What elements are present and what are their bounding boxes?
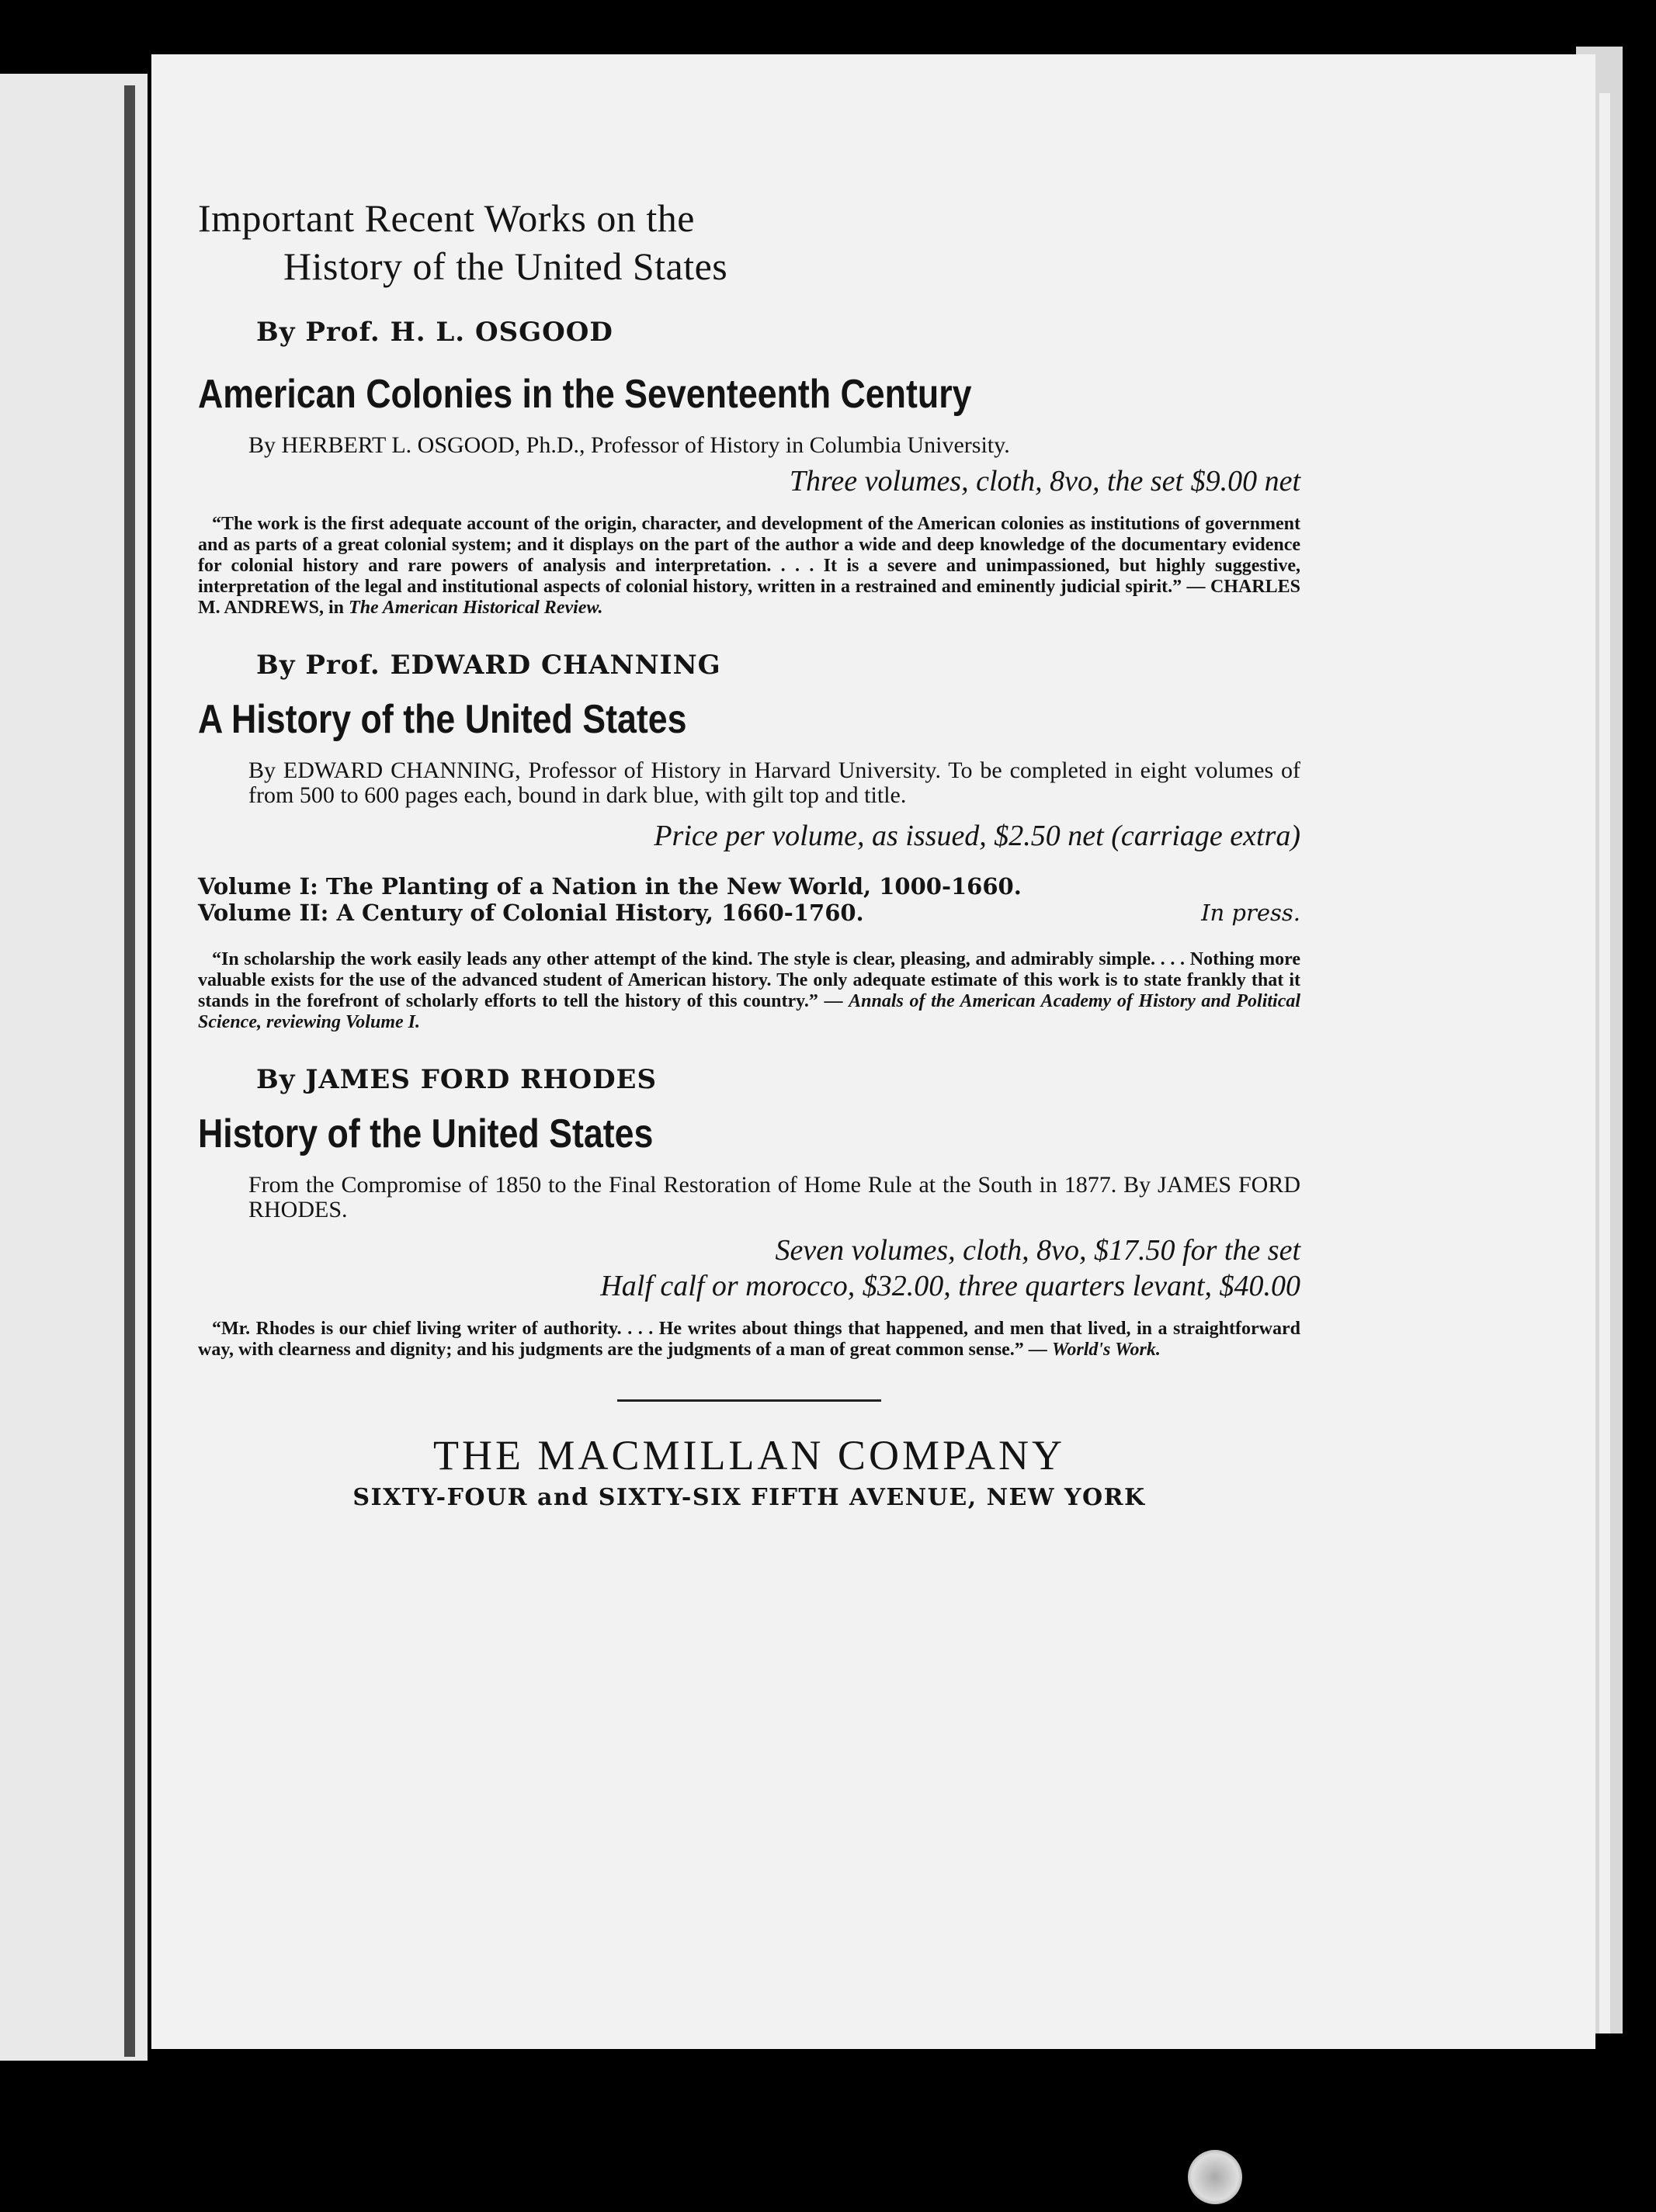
quote-source: Annals of the American Academy of History and Political Science, reviewing Volume I.: [198, 991, 1301, 1032]
book-listing-channing: [198, 650, 1300, 1033]
book-title: A History of the United States: [198, 697, 687, 742]
author-line: By Prof. EDWARD CHANNING: [256, 650, 721, 681]
right-page-edge-inner: [1599, 93, 1610, 2033]
quote-text: “The work is the first adequate account of the origin, character, and development of the American colonies as institutions of government and as parts of a great colonial system; and it displays on the part of the author a wide and deep knowledge of the documentary evidence for colonial history and rare powers of analysis and interpretation. . . . It is a severe and unimpassioned, but highly suggestive, interpretation of the legal and institutional aspects of colonial history, written in a restrained and eminently judicial spirit.” — CHARLES M. ANDREWS, in: [198, 514, 1300, 618]
book-title: American Colonies in the Seventeenth Century: [198, 372, 972, 417]
volume-item: [198, 873, 1300, 900]
heading-line-1: Important Recent Works on the: [198, 196, 695, 240]
volume-status: In press.: [1201, 900, 1300, 926]
volume-list: [198, 873, 1300, 926]
volume-item: [198, 900, 1300, 926]
quote-text: “In scholarship the work easily leads any other attempt of the kind. The style is clear, pleasing, and admirably simple. . . . Nothing more valuable exists for the use of the advanced student of American history. The only adequate estimate of this work is to state frankly that it stands in the forefront of scholarly efforts to tell the history of this country.” —: [198, 949, 1300, 1011]
review-quote: [198, 949, 1300, 1033]
book-price-alternate: Half calf or morocco, $32.00, three quarters levant, $40.00: [600, 1270, 1300, 1302]
book-description: By HERBERT L. OSGOOD, Ph.D., Professor of History in Columbia University.: [248, 432, 1010, 458]
book-description: From the Compromise of 1850 to the Final Restoration of Home Rule at the South in 1877. By JAMES FORD RHODES.: [248, 1172, 1300, 1222]
quote-text: “Mr. Rhodes is our chief living writer of authority. . . . He writes about things that happened, and men that lived, in a straightforward way, with clearness and dignity; and his judgments are the judgments of a man of great common sense.” —: [198, 1319, 1300, 1360]
review-quote: [198, 514, 1300, 619]
book-gutter: [124, 85, 135, 2057]
quote-source: The American Historical Review.: [349, 598, 603, 618]
volume-label: Volume I: The Planting of a Nation in the New World, 1000-1660.: [198, 873, 1022, 900]
publisher-address: SIXTY-FOUR and SIXTY-SIX FIFTH AVENUE, NEW YORK: [352, 1484, 1146, 1511]
book-price: Price per volume, as issued, $2.50 net (carriage extra): [654, 820, 1300, 852]
volume-label: Volume II: A Century of Colonial History, 1660-1760.: [198, 900, 864, 926]
advertisement-page-content: [198, 194, 1300, 1511]
library-stamp-mark: [1188, 2150, 1242, 2204]
book-description: By EDWARD CHANNING, Professor of History in Harvard University. To be completed in eight volumes of from 500 to 600 pages each, bound in dark blue, with gilt top and title.: [248, 758, 1300, 808]
review-quote: [198, 1319, 1300, 1361]
divider-rule: [617, 1399, 881, 1402]
book-price: Three volumes, cloth, 8vo, the set $9.00 net: [789, 465, 1300, 498]
book-listing-rhodes: [198, 1064, 1300, 1361]
author-line: By JAMES FORD RHODES: [256, 1064, 658, 1095]
quote-source: World's Work.: [1051, 1340, 1161, 1360]
book-listing-osgood: [198, 317, 1300, 619]
page-heading: [198, 194, 1300, 290]
publisher-name: THE MACMILLAN COMPANY: [432, 1432, 1066, 1479]
book-price: Seven volumes, cloth, 8vo, $17.50 for the set: [775, 1234, 1300, 1267]
author-line: By Prof. H. L. OSGOOD: [256, 317, 613, 348]
book-title: History of the United States: [198, 1111, 654, 1156]
heading-line-2: History of the United States: [283, 244, 728, 288]
